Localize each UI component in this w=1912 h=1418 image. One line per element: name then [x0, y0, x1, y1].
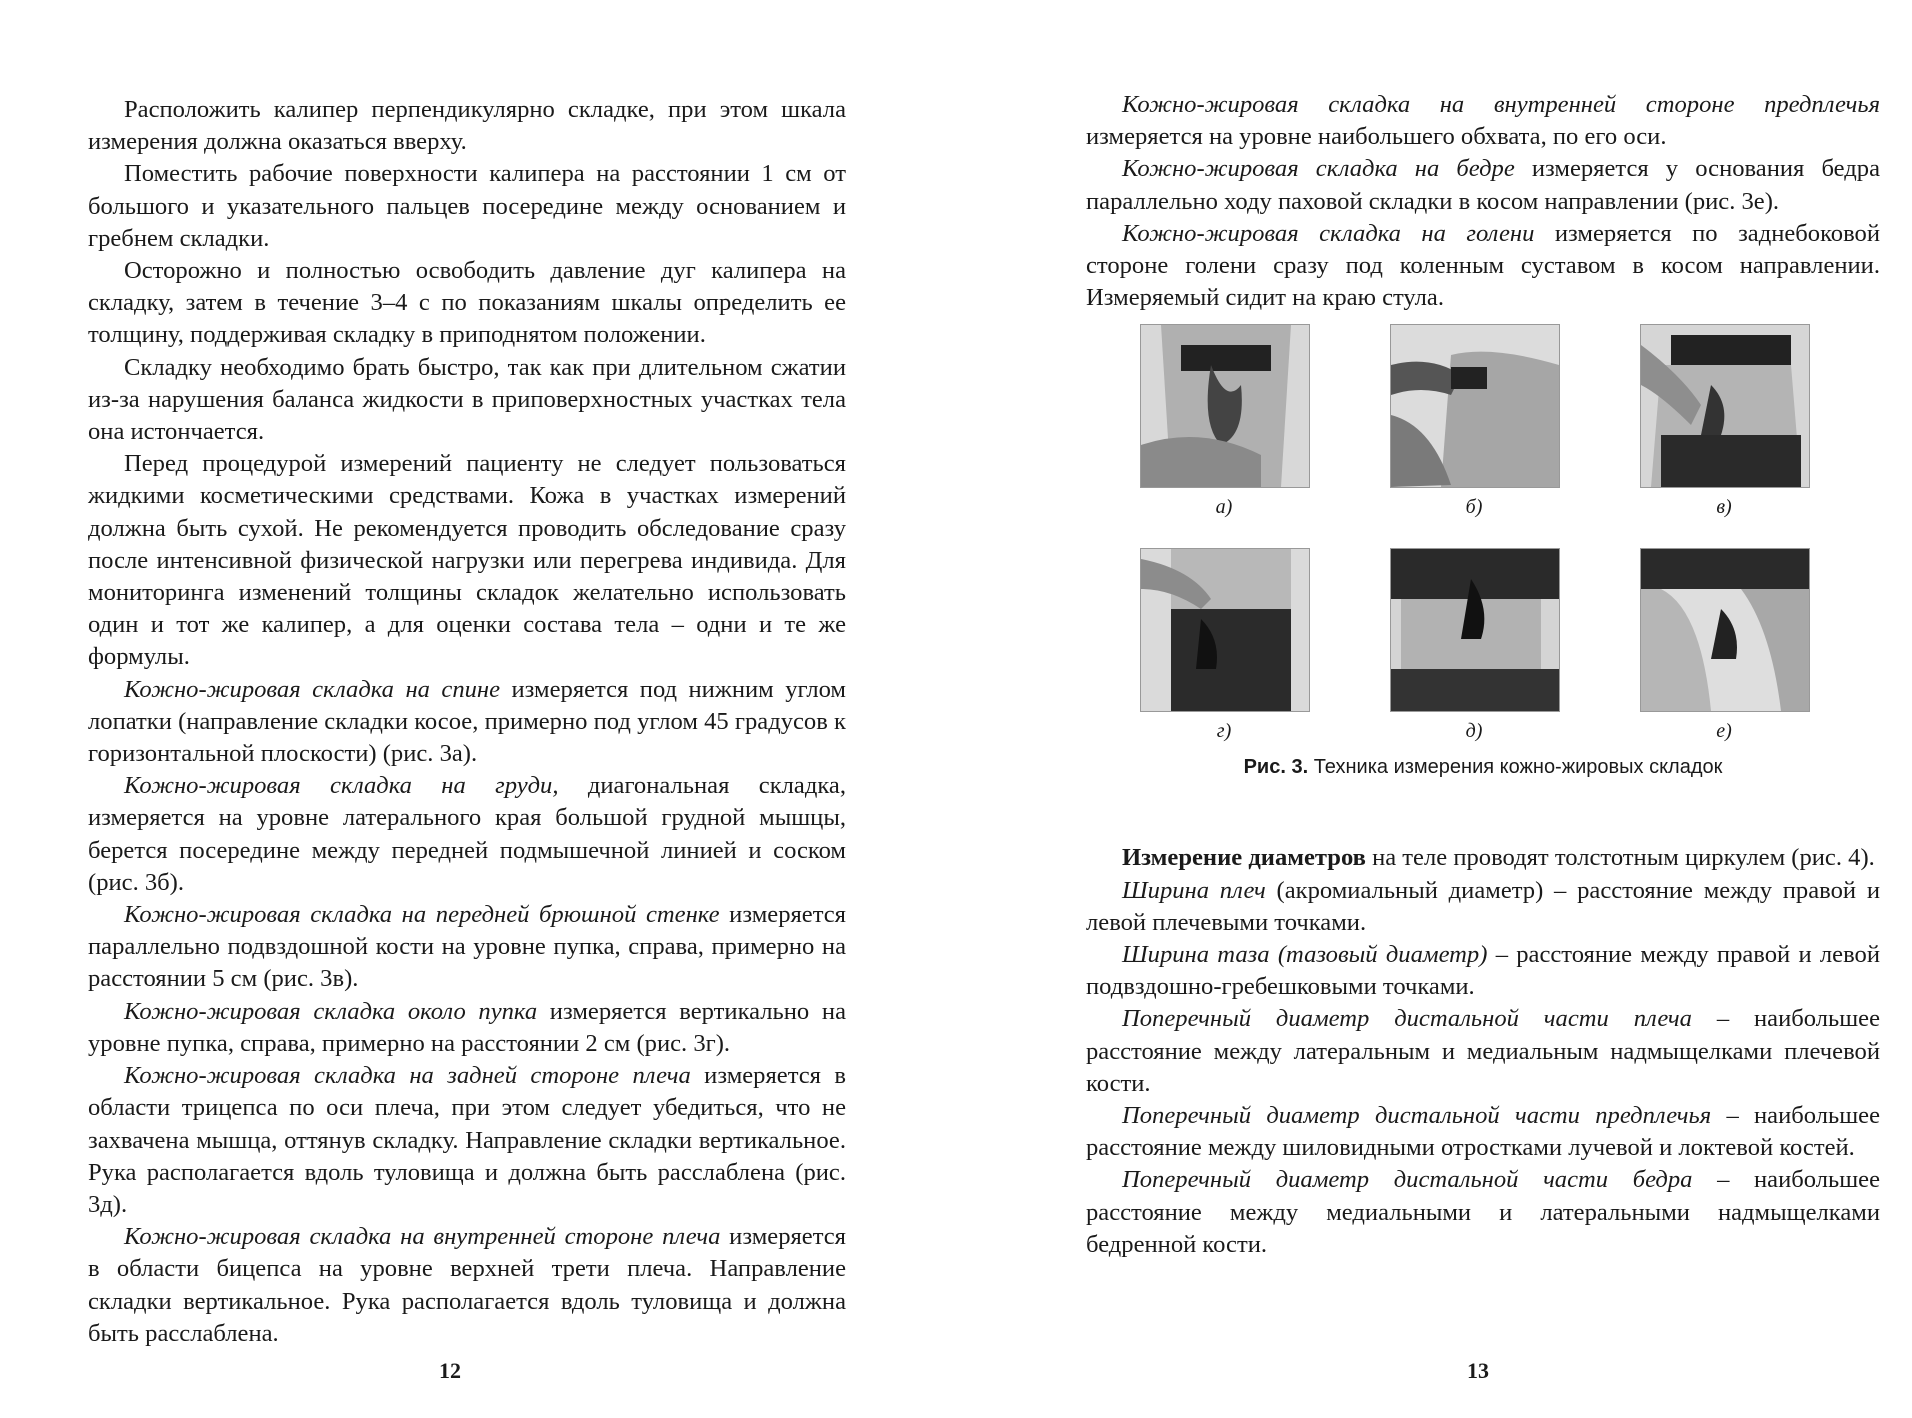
- figure-caption-number: Рис. 3.: [1243, 756, 1309, 779]
- term-italic: Кожно-жировая складка на задней стороне плеча: [124, 1062, 691, 1090]
- paragraph: [1086, 1164, 1880, 1261]
- term-bold: Измерение диаметров: [1122, 844, 1366, 872]
- paragraph: [88, 352, 846, 449]
- figure-label-c: в): [1716, 496, 1732, 519]
- photo-back-skinfold: [1140, 324, 1310, 488]
- photo-triceps-skinfold: [1390, 548, 1560, 712]
- paragraph-text: на теле проводят толстотным циркулем (рис. 4).: [1365, 844, 1875, 872]
- paragraph-text: измеряется на уровне наибольшего обхвата, по его оси.: [1086, 123, 1667, 151]
- left-page: [88, 0, 847, 1383]
- paragraph-text: (акромиальный диаметр) – расстояние между правой и левой плечевыми точками.: [1086, 876, 1880, 936]
- paragraph-text: – наибольшее расстояние между шиловидными отростками лучевой и локтевой костей.: [1086, 1102, 1880, 1162]
- figure-label-e: д): [1465, 720, 1483, 743]
- term-italic: Кожно-жировая складка на бедре: [1122, 155, 1515, 183]
- page-number: 12: [439, 1358, 461, 1383]
- figure-caption-text: Техника измерения кожно-жировых складок: [1308, 756, 1723, 779]
- term-italic: Кожно-жировая складка на внутренней стороне плеча: [124, 1223, 721, 1251]
- term-italic: Ширина плеч: [1122, 876, 1266, 904]
- paragraph: [88, 1221, 846, 1350]
- paragraph: [88, 94, 846, 158]
- paragraph-text: Поместить рабочие поверхности калипера на расстоянии 1 см от большого и указательного пальцев посередине между основанием и гребнем складки.: [88, 160, 846, 252]
- paragraph-text: Складку необходимо брать быстро, так как при длительном сжатии из-за нарушения баланса жидкости в приповерхностных участках тела она истончается.: [88, 353, 846, 446]
- photo-placeholder-icon: [1391, 325, 1559, 487]
- figure-caption: [1086, 756, 1880, 779]
- photo-placeholder-icon: [1141, 549, 1309, 711]
- term-italic: Поперечный диаметр дистальной части предплечья: [1122, 1102, 1712, 1130]
- paragraph: [1086, 218, 1880, 315]
- paragraph-text: Осторожно и полностью освободить давление дуг калипера на складку, затем в течение 3–4 с по показаниям шкалы определить ее толщину, поддерживая складку в приподнятом положении.: [88, 257, 846, 349]
- photo-navel-skinfold: [1140, 548, 1310, 712]
- term-italic: Кожно-жировая складка на внутренней стороне предплечья: [1122, 91, 1880, 118]
- paragraph: [1086, 89, 1880, 153]
- term-italic: Кожно-жировая складка на спине: [124, 675, 501, 703]
- page-number: 13: [1467, 1358, 1489, 1383]
- term-italic: Поперечный диаметр дистальной части плеча: [1122, 1005, 1692, 1033]
- paragraph-text: – наибольшее расстояние между медиальными и латеральными надмыщелками бедренной кости.: [1086, 1166, 1881, 1258]
- paragraph: [88, 770, 846, 899]
- term-italic: Кожно-жировая складка около пупка: [124, 997, 538, 1025]
- paragraph-text: – расстояние между правой и левой подвздошно-гребешковыми точками.: [1086, 941, 1880, 1001]
- term-italic: Кожно-жировая складка на груди,: [124, 772, 559, 800]
- paragraph-text: измеряется в области бицепса на уровне верхней трети плеча. Направление складки вертикальное. Рука располагается вдоль туловища и должна быть расслаблена.: [88, 1223, 846, 1347]
- paragraph: [88, 255, 846, 352]
- paragraph: [1086, 875, 1880, 939]
- photo-thigh-skinfold: [1640, 548, 1810, 712]
- right-page: [1086, 0, 1881, 1383]
- paragraph: [1086, 939, 1880, 1003]
- paragraph: [88, 158, 846, 255]
- paragraph: [88, 899, 846, 996]
- paragraph-text: измеряется в области трицепса по оси плеча, при этом следует убедиться, что не захвачена мышца, оттянув складку. Направление складки вертикальное. Рука располагается вдоль туловища и должна быть расслаблена (рис. 3д).: [88, 1062, 847, 1218]
- paragraph: [1086, 1003, 1880, 1100]
- photo-placeholder-icon: [1141, 325, 1309, 487]
- paragraph: [88, 674, 846, 771]
- paragraph: [88, 996, 846, 1060]
- paragraph-text: измеряется по заднебоковой стороне голени сразу под коленным суставом в косом направлении. Измеряемый сидит на краю стула.: [1086, 219, 1880, 312]
- paragraph: [1086, 1100, 1880, 1164]
- photo-placeholder-icon: [1391, 549, 1559, 711]
- term-italic: Ширина таза (тазовый диаметр): [1122, 941, 1488, 969]
- photo-abdomen-skinfold: [1640, 324, 1810, 488]
- figure-label-b: б): [1465, 496, 1483, 519]
- paragraph: [88, 1060, 846, 1221]
- photo-placeholder-icon: [1641, 549, 1809, 711]
- photo-chest-skinfold: [1390, 324, 1560, 488]
- paragraph-text: измеряется у основания бедра параллельно ходу паховой складки в косом направлении (рис. 3е).: [1086, 155, 1880, 215]
- figure-label-f: е): [1716, 720, 1732, 743]
- term-italic: Поперечный диаметр дистальной части бедра: [1122, 1166, 1693, 1194]
- paragraph-text: измеряется под нижним углом лопатки (направление складки косое, примерно под углом 45 градусов к горизонтальной плоскости) (рис. 3а).: [88, 675, 846, 768]
- term-italic: Кожно-жировая складка на голени: [1122, 219, 1535, 247]
- figure-label-a: а): [1215, 496, 1233, 519]
- paragraph-text: Расположить калипер перпендикулярно складке, при этом шкала измерения должна оказаться вверху.: [88, 96, 846, 156]
- paragraph-text: Перед процедурой измерений пациенту не следует пользоваться жидкими косметическими средствами. Кожа в участках измерений должна быть сухой. Не рекомендуется проводить обследование сразу после интенсивной физической нагрузки или перегрева индивида. Для мониторинга изменений толщины складок желательно использовать один и тот же калипер, а для оценки состава тела – одни и те же формулы.: [88, 450, 846, 671]
- figure-3: [1086, 324, 1880, 832]
- photo-placeholder-icon: [1641, 325, 1809, 487]
- paragraph: [1086, 842, 1880, 874]
- paragraph-text: – наибольшее расстояние между латеральным и медиальным надмыщелками плечевой кости.: [1086, 1005, 1881, 1097]
- term-italic: Кожно-жировая складка на передней брюшной стенке: [124, 901, 720, 929]
- figure-label-d: г): [1216, 720, 1232, 743]
- paragraph-text: измеряется параллельно подвздошной кости на уровне пупка, справа, примерно на расстоянии 5 см (рис. 3в).: [88, 901, 846, 993]
- paragraph-text: диагональная складка, измеряется на уровне латерального края большой грудной мышцы, берется посередине между передней подмышечной линией и соском (рис. 3б).: [88, 772, 846, 896]
- paragraph-text: измеряется вертикально на уровне пупка, справа, примерно на расстоянии 2 см (рис. 3г).: [88, 997, 846, 1057]
- paragraph: [88, 448, 846, 673]
- paragraph: [1086, 153, 1880, 217]
